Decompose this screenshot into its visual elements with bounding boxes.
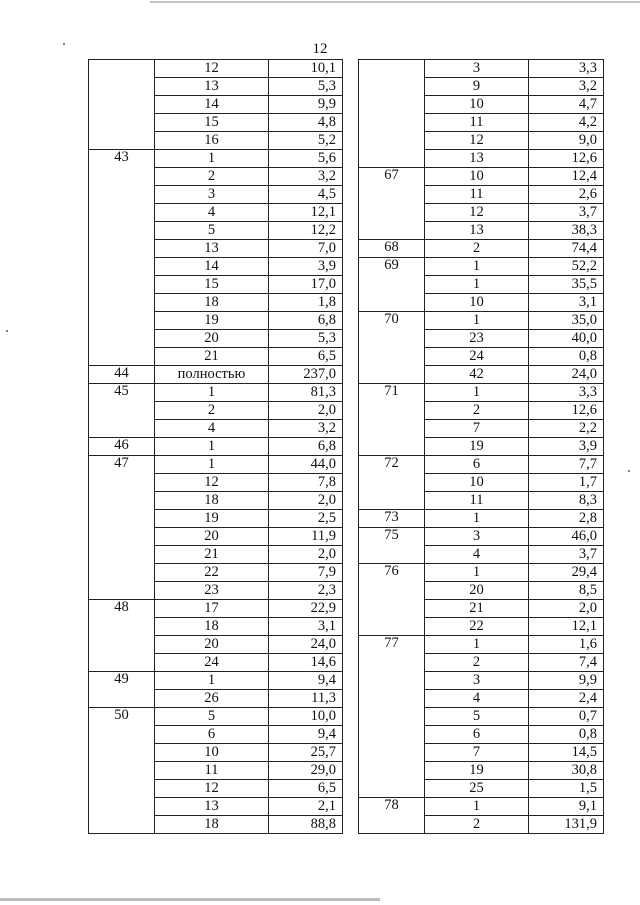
- area-value-cell: 131,9: [529, 816, 604, 834]
- table-row: [89, 600, 343, 618]
- area-value-cell: 2,6: [529, 186, 604, 204]
- section-number-cell: 12: [155, 474, 269, 492]
- table-row: [89, 456, 343, 474]
- area-value-cell: 10,1: [269, 60, 343, 78]
- plot-number-cell: 48: [89, 600, 155, 672]
- area-value-cell: 30,8: [529, 762, 604, 780]
- area-value-cell: 3,2: [529, 78, 604, 96]
- area-value-cell: 10,0: [269, 708, 343, 726]
- area-value-cell: 2,1: [269, 798, 343, 816]
- area-value-cell: 9,9: [269, 96, 343, 114]
- section-number-cell: 24: [155, 654, 269, 672]
- table-row: [359, 798, 604, 816]
- section-number-cell: 13: [425, 150, 529, 168]
- table-row: [359, 168, 604, 186]
- plot-number-cell: 44: [89, 366, 155, 384]
- plot-number-cell: 76: [359, 564, 425, 636]
- area-value-cell: 3,9: [269, 258, 343, 276]
- section-number-cell: 11: [155, 762, 269, 780]
- scan-edge-top: [150, 1, 640, 3]
- area-value-cell: 12,2: [269, 222, 343, 240]
- area-value-cell: 1,6: [529, 636, 604, 654]
- section-number-cell: 2: [425, 402, 529, 420]
- plot-number-cell: 73: [359, 510, 425, 528]
- section-number-cell: 11: [425, 492, 529, 510]
- section-number-cell: 3: [425, 60, 529, 78]
- section-number-cell: 12: [425, 204, 529, 222]
- section-number-cell: 20: [425, 582, 529, 600]
- section-number-cell: 1: [425, 276, 529, 294]
- section-number-cell: 15: [155, 276, 269, 294]
- area-value-cell: 8,3: [529, 492, 604, 510]
- section-number-cell: 2: [425, 816, 529, 834]
- area-value-cell: 4,7: [529, 96, 604, 114]
- area-value-cell: 4,8: [269, 114, 343, 132]
- table-row: [359, 636, 604, 654]
- area-value-cell: 2,8: [529, 510, 604, 528]
- section-number-cell: 1: [425, 564, 529, 582]
- table-row: [359, 312, 604, 330]
- section-number-cell: 9: [425, 78, 529, 96]
- plot-number-cell: 69: [359, 258, 425, 312]
- area-value-cell: 5,6: [269, 150, 343, 168]
- plot-number-cell: 68: [359, 240, 425, 258]
- area-value-cell: 14,5: [529, 744, 604, 762]
- table-row: [359, 258, 604, 276]
- table-row: [359, 240, 604, 258]
- section-number-cell: 12: [155, 60, 269, 78]
- section-number-cell: 22: [425, 618, 529, 636]
- section-number-cell: 20: [155, 528, 269, 546]
- section-number-cell: 5: [155, 222, 269, 240]
- plot-number-cell: 75: [359, 528, 425, 564]
- section-number-cell: 20: [155, 330, 269, 348]
- table-row: [89, 366, 343, 384]
- section-number-cell: 1: [155, 384, 269, 402]
- section-number-cell: 23: [425, 330, 529, 348]
- section-number-cell: 2: [155, 168, 269, 186]
- section-number-cell: 5: [425, 708, 529, 726]
- area-value-cell: 9,1: [529, 798, 604, 816]
- table-row: [89, 384, 343, 402]
- area-value-cell: 12,4: [529, 168, 604, 186]
- section-number-cell: 42: [425, 366, 529, 384]
- section-number-cell: 18: [155, 294, 269, 312]
- area-value-cell: 44,0: [269, 456, 343, 474]
- section-number-cell: 6: [425, 726, 529, 744]
- right-table: [358, 59, 604, 834]
- table-row: [89, 438, 343, 456]
- area-value-cell: 6,8: [269, 438, 343, 456]
- section-number-cell: 20: [155, 636, 269, 654]
- area-value-cell: 29,0: [269, 762, 343, 780]
- section-number-cell: 11: [425, 114, 529, 132]
- section-number-cell: 12: [155, 780, 269, 798]
- plot-number-cell: 77: [359, 636, 425, 798]
- area-value-cell: 2,4: [529, 690, 604, 708]
- section-number-cell: 19: [425, 438, 529, 456]
- area-value-cell: 81,3: [269, 384, 343, 402]
- section-number-cell: 4: [155, 420, 269, 438]
- section-number-cell: 26: [155, 690, 269, 708]
- section-number-cell: 15: [155, 114, 269, 132]
- area-value-cell: 38,3: [529, 222, 604, 240]
- plot-number-cell: 50: [89, 708, 155, 834]
- section-number-cell: 10: [155, 744, 269, 762]
- section-number-cell: 1: [425, 510, 529, 528]
- area-value-cell: 2,0: [529, 600, 604, 618]
- table-row: [359, 456, 604, 474]
- table-row: [359, 510, 604, 528]
- section-number-cell: 10: [425, 474, 529, 492]
- plot-number-cell: 46: [89, 438, 155, 456]
- section-number-cell: 1: [425, 258, 529, 276]
- section-number-cell: 4: [425, 690, 529, 708]
- plot-number-cell: 72: [359, 456, 425, 510]
- area-value-cell: 2,3: [269, 582, 343, 600]
- plot-number-cell: [89, 60, 155, 150]
- section-number-cell: 2: [425, 654, 529, 672]
- section-number-cell: 21: [425, 600, 529, 618]
- area-value-cell: 2,0: [269, 402, 343, 420]
- section-number-cell: 1: [425, 798, 529, 816]
- area-value-cell: 17,0: [269, 276, 343, 294]
- section-number-cell: 23: [155, 582, 269, 600]
- left-table: [88, 59, 343, 834]
- area-value-cell: 3,3: [529, 384, 604, 402]
- section-number-cell: 19: [425, 762, 529, 780]
- area-value-cell: 7,7: [529, 456, 604, 474]
- area-value-cell: 0,8: [529, 348, 604, 366]
- area-value-cell: 11,3: [269, 690, 343, 708]
- area-value-cell: 7,9: [269, 564, 343, 582]
- area-value-cell: 7,0: [269, 240, 343, 258]
- section-number-cell: 21: [155, 348, 269, 366]
- area-value-cell: 24,0: [269, 636, 343, 654]
- table-row: [359, 384, 604, 402]
- area-value-cell: 22,9: [269, 600, 343, 618]
- area-value-cell: 24,0: [529, 366, 604, 384]
- area-value-cell: 9,4: [269, 672, 343, 690]
- area-value-cell: 12,6: [529, 150, 604, 168]
- section-number-cell: 10: [425, 96, 529, 114]
- section-number-cell: 18: [155, 492, 269, 510]
- area-value-cell: 46,0: [529, 528, 604, 546]
- section-number-cell: 3: [425, 528, 529, 546]
- area-value-cell: 12,6: [529, 402, 604, 420]
- section-number-cell: 16: [155, 132, 269, 150]
- area-value-cell: 0,8: [529, 726, 604, 744]
- section-number-cell: 17: [155, 600, 269, 618]
- area-value-cell: 6,5: [269, 780, 343, 798]
- section-number-cell: 1: [425, 636, 529, 654]
- section-number-cell: 6: [155, 726, 269, 744]
- area-value-cell: 1,8: [269, 294, 343, 312]
- page-number: 12: [312, 41, 328, 57]
- area-value-cell: 35,5: [529, 276, 604, 294]
- plot-number-cell: 43: [89, 150, 155, 366]
- section-number-cell: 7: [425, 744, 529, 762]
- area-value-cell: 7,8: [269, 474, 343, 492]
- section-number-cell: 13: [425, 222, 529, 240]
- area-value-cell: 3,1: [529, 294, 604, 312]
- plot-number-cell: 71: [359, 384, 425, 456]
- area-value-cell: 5,3: [269, 330, 343, 348]
- section-number-cell: 1: [155, 150, 269, 168]
- area-value-cell: 29,4: [529, 564, 604, 582]
- section-number-cell: 14: [155, 258, 269, 276]
- section-number-cell: 3: [155, 186, 269, 204]
- section-number-cell: 1: [425, 312, 529, 330]
- scan-speck: [6, 330, 8, 332]
- area-value-cell: 35,0: [529, 312, 604, 330]
- section-number-cell: 21: [155, 546, 269, 564]
- section-number-cell: 18: [155, 618, 269, 636]
- area-value-cell: 2,2: [529, 420, 604, 438]
- area-value-cell: 2,0: [269, 546, 343, 564]
- section-number-cell: 3: [425, 672, 529, 690]
- table-row: [359, 60, 604, 78]
- area-value-cell: 0,7: [529, 708, 604, 726]
- section-number-cell: 13: [155, 240, 269, 258]
- table-row: [89, 672, 343, 690]
- plot-number-cell: 67: [359, 168, 425, 240]
- area-value-cell: 3,2: [269, 420, 343, 438]
- plot-number-cell: 70: [359, 312, 425, 384]
- section-number-cell: 19: [155, 312, 269, 330]
- area-value-cell: 3,7: [529, 546, 604, 564]
- area-value-cell: 1,5: [529, 780, 604, 798]
- area-value-cell: 52,2: [529, 258, 604, 276]
- table-row: [359, 564, 604, 582]
- section-number-cell: 19: [155, 510, 269, 528]
- area-value-cell: 88,8: [269, 816, 343, 834]
- section-number-cell: 4: [155, 204, 269, 222]
- area-value-cell: 9,0: [529, 132, 604, 150]
- section-number-cell: 1: [425, 384, 529, 402]
- section-number-cell: 10: [425, 294, 529, 312]
- plot-number-cell: 49: [89, 672, 155, 708]
- area-value-cell: 3,1: [269, 618, 343, 636]
- section-number-cell: 1: [155, 456, 269, 474]
- table-row: [89, 708, 343, 726]
- section-number-cell: 5: [155, 708, 269, 726]
- table-row: [359, 528, 604, 546]
- area-value-cell: 3,2: [269, 168, 343, 186]
- section-number-cell: 18: [155, 816, 269, 834]
- area-value-cell: 7,4: [529, 654, 604, 672]
- area-value-cell: 237,0: [269, 366, 343, 384]
- area-value-cell: 5,2: [269, 132, 343, 150]
- section-number-cell: 13: [155, 78, 269, 96]
- plot-number-cell: [359, 60, 425, 168]
- section-number-cell: 12: [425, 132, 529, 150]
- area-value-cell: 3,9: [529, 438, 604, 456]
- area-value-cell: 3,7: [529, 204, 604, 222]
- section-number-cell: 7: [425, 420, 529, 438]
- section-number-cell: 14: [155, 96, 269, 114]
- section-number-cell: 11: [425, 186, 529, 204]
- area-value-cell: 4,2: [529, 114, 604, 132]
- area-value-cell: 8,5: [529, 582, 604, 600]
- plot-number-cell: 78: [359, 798, 425, 834]
- plot-number-cell: 45: [89, 384, 155, 438]
- area-value-cell: 2,0: [269, 492, 343, 510]
- section-number-cell: 22: [155, 564, 269, 582]
- section-number-cell: полностью: [155, 366, 269, 384]
- area-value-cell: 3,3: [529, 60, 604, 78]
- area-value-cell: 9,9: [529, 672, 604, 690]
- area-value-cell: 5,3: [269, 78, 343, 96]
- section-number-cell: 10: [425, 168, 529, 186]
- area-value-cell: 40,0: [529, 330, 604, 348]
- section-number-cell: 2: [425, 240, 529, 258]
- section-number-cell: 1: [155, 438, 269, 456]
- table-row: [89, 150, 343, 168]
- section-number-cell: 6: [425, 456, 529, 474]
- area-value-cell: 12,1: [529, 618, 604, 636]
- table-row: [89, 60, 343, 78]
- scan-speck: [63, 43, 65, 45]
- plot-number-cell: 47: [89, 456, 155, 600]
- scan-edge-bottom: [0, 898, 380, 901]
- area-value-cell: 14,6: [269, 654, 343, 672]
- area-value-cell: 6,5: [269, 348, 343, 366]
- area-value-cell: 1,7: [529, 474, 604, 492]
- section-number-cell: 25: [425, 780, 529, 798]
- area-value-cell: 12,1: [269, 204, 343, 222]
- section-number-cell: 4: [425, 546, 529, 564]
- area-value-cell: 25,7: [269, 744, 343, 762]
- section-number-cell: 24: [425, 348, 529, 366]
- area-value-cell: 2,5: [269, 510, 343, 528]
- area-value-cell: 4,5: [269, 186, 343, 204]
- section-number-cell: 13: [155, 798, 269, 816]
- section-number-cell: 1: [155, 672, 269, 690]
- area-value-cell: 11,9: [269, 528, 343, 546]
- section-number-cell: 2: [155, 402, 269, 420]
- area-value-cell: 74,4: [529, 240, 604, 258]
- area-value-cell: 6,8: [269, 312, 343, 330]
- scan-speck: [628, 470, 630, 472]
- area-value-cell: 9,4: [269, 726, 343, 744]
